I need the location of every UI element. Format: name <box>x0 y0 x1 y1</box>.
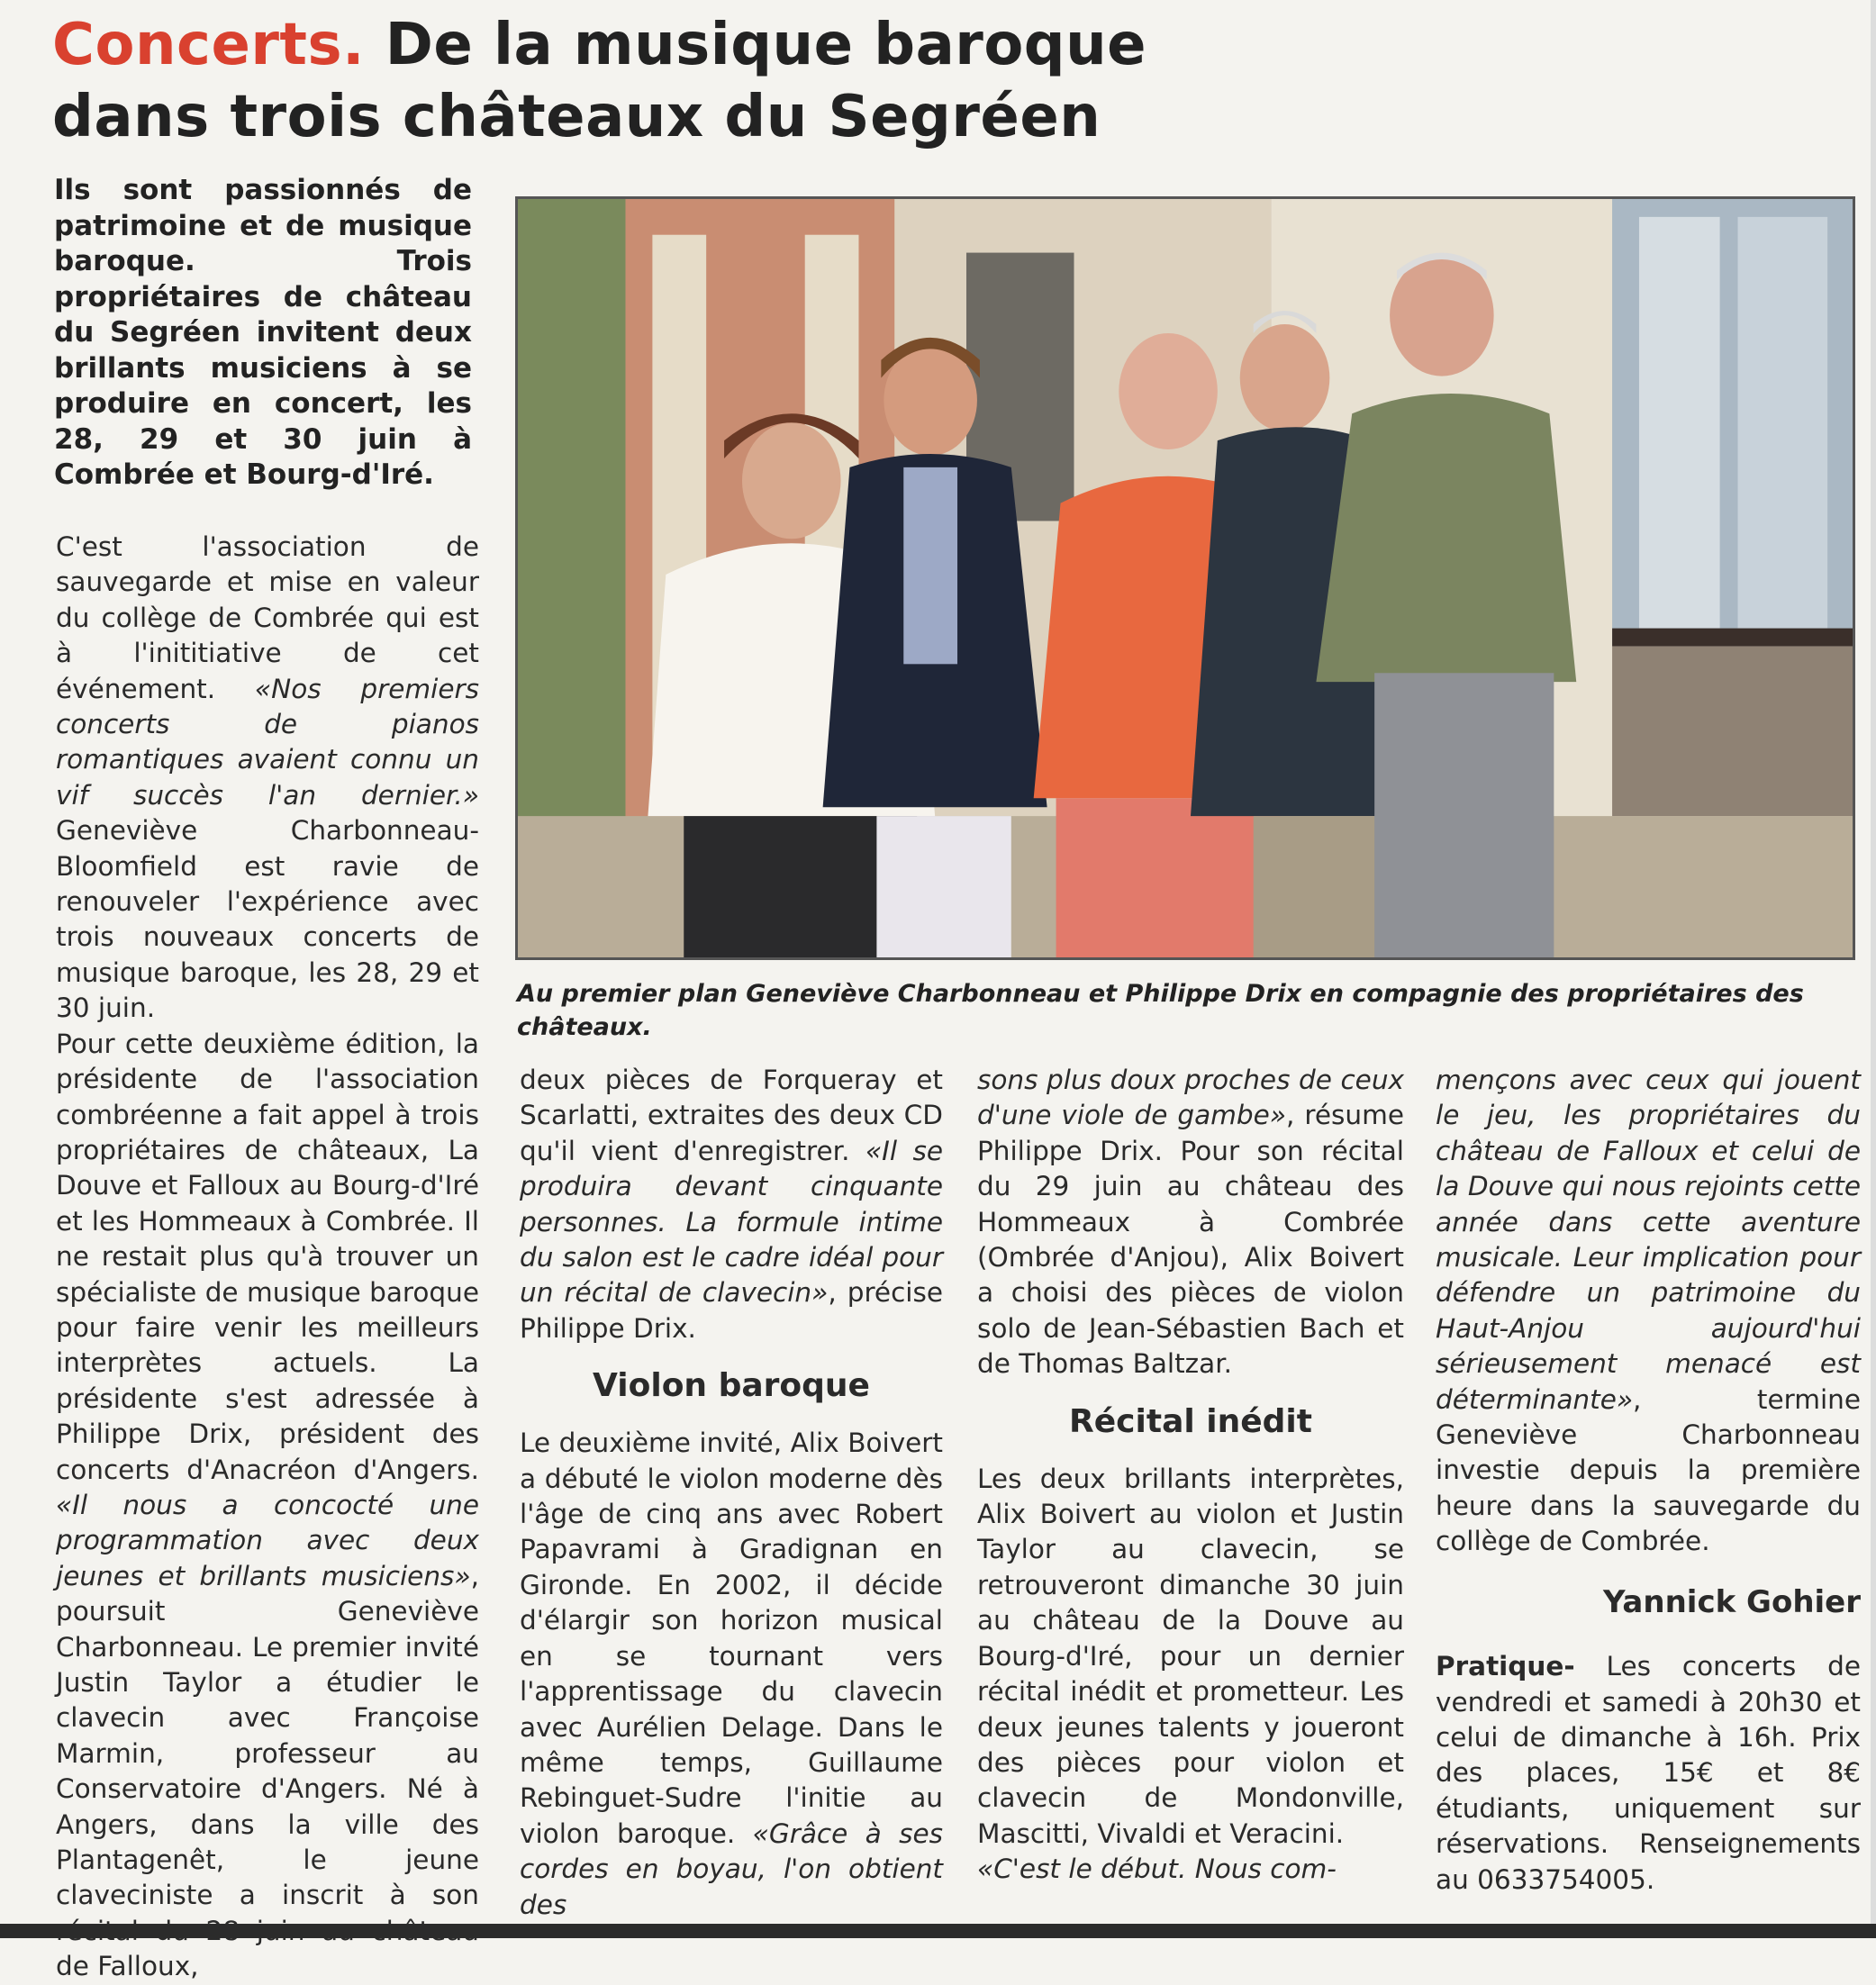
subheading-recital-inedit: Récital inédit <box>1069 1402 1312 1440</box>
group-photo-illustration <box>518 199 1853 957</box>
headline-title-line2: dans trois châteaux du Segréen <box>52 84 1101 150</box>
text-run: Pour cette deuxième édition, la présidente de l'association combréenne a fait appel à trois propriétaires de châteaux, La Douve et Falloux au Bourg-d'Iré et les Hommeaux à Combrée. Il ne restait plus qu'à trouver un spécialiste de musique baroque pour faire venir les meilleurs interprètes actuels. La présidente s'est adressée à Philippe Drix, président des concerts d'Anacréon d'Angers. <box>56 1028 479 1485</box>
article-photo <box>515 196 1855 960</box>
subheading-violon-baroque: Violon baroque <box>593 1367 870 1405</box>
photo-caption: Au premier plan Geneviève Charbonneau et Philippe Drix en compagnie des propriétaires des châteaux. <box>517 980 1804 1041</box>
article-column-1 <box>56 530 479 1985</box>
paragraph <box>520 1063 943 1346</box>
paragraph <box>1436 1063 1861 1560</box>
text-run: Geneviève Charbonneau-Bloomfield est ravie de renouveler l'expérience avec trois nouveaux concerts de musique baroque, les 28, 29 et 30 juin. <box>56 815 479 1024</box>
quote: «Il nous a concocté une programmation avec deux jeunes et brillants musiciens» <box>56 1489 479 1591</box>
article-column-2 <box>520 1063 943 1923</box>
article-column-3 <box>977 1063 1404 1888</box>
article-column-4 <box>1436 1063 1861 1898</box>
quote: «Il se produira devant cinquante personnes. La formule intime du salon est le cadre idéal pour un récital de clavecin» <box>520 1135 944 1309</box>
practical-label: Pratique- <box>1436 1651 1575 1682</box>
text-run: , résume Philippe Drix. Pour son récital du 29 juin au château des Hommeaux à Combrée (Ombrée d'Anjou), Alix Boivert a choisi des pièces de violon solo de Jean-Sébastien Bach et de Thomas Baltzar. <box>977 1100 1404 1380</box>
article-lead: Ils sont passionnés de patrimoine et de musique baroque. Trois propriétaires de château du Segréen invitent deux brillants musiciens à se produire en concert, les 28, 29 et 30 juin à Combrée et Bourg-d'Iré. <box>54 174 472 491</box>
text-run: , poursuit Geneviève Charbonneau. Le premier invité Justin Taylor a étudier le clavecin avec Françoise Marmin, professeur au Conservatoire d'Angers. Né à Angers, dans la ville des Plantagenêt, le jeune claveciniste a inscrit à son de Falloux, <box>56 1560 479 1982</box>
bottom-border <box>0 1924 1876 1938</box>
headline-kicker: Concerts. <box>52 12 365 78</box>
author-byline: Yannick Gohier <box>1602 1583 1861 1620</box>
paragraph <box>520 1426 943 1923</box>
quote: mençons avec ceux qui jouent le jeu, les propriétaires du château de Falloux et celui de la Douve qui nous rejoints cette année dans cette aventure musicale. Leur implication pour défendre un patrimoine du Haut-Anjou aujourd'hui sérieusement menacé est déterminante» <box>1436 1065 1861 1415</box>
headline <box>52 9 1763 153</box>
text-run: deux pièces de Forqueray et Scarlatti, extraites des deux CD qu'il vient d'enregistrer. <box>520 1065 943 1166</box>
text-run: C'est l'association de sauvegarde et mise en valeur du collège de Combrée qui est à l'inititiative de cet événement. <box>56 531 479 704</box>
quote: «Grâce à ses cordes en boyau, l'on obtient des <box>520 1817 943 1920</box>
quote: «Nos premiers concerts de pianos romantiques avaient connu un vif succès l'an dernier.» <box>56 673 479 811</box>
paragraph <box>977 1063 1404 1382</box>
quote: sons plus doux proches de ceux d'une viole de gambe» <box>977 1065 1404 1131</box>
paragraph <box>56 1027 479 1985</box>
headline-title-line1: De la musique baroque <box>364 12 1147 78</box>
paragraph: Les deux brillants interprètes, Alix Boivert au violon et Justin Taylor au clavecin, se retrouveront dimanche 30 juin au château de la Douve au Bourg-d'Iré, pour un dernier récital inédit et prometteur. Les deux jeunes talents y joueront des pièces pour violon et clavecin de Mondonville, Mascitti, Vivaldi et Veracini. <box>977 1463 1404 1849</box>
text-run: , précise Philippe Drix. <box>520 1277 944 1344</box>
text-run: , termine Geneviève Charbonneau investie depuis la première heure dans la sauvegarde du collège de Combrée. <box>1436 1383 1861 1557</box>
paragraph <box>56 530 479 1027</box>
practical-info <box>1436 1649 1861 1898</box>
page-edge <box>1871 0 1876 1938</box>
text-run: Le deuxième invité, Alix Boivert a débuté le violon moderne dès l'âge de cinq ans avec Robert Papavrami à Gradignan en Gironde. En 2002, il décide d'élargir son horizon musical en se tournant vers l'apprentissage du clavecin avec Aurélien Delage. Dans le même temps, Guillaume Rebinguet-Sudre l'initie au violon baroque. <box>520 1428 943 1849</box>
practical-text: Les concerts de vendredi et samedi à 20h30 et celui de dimanche à 16h. Prix des places, 15€ et 8€ étudiants, uniquement sur réservations. Renseignements au 0633754005. <box>1436 1651 1861 1895</box>
quote: «C'est le début. Nous com- <box>977 1854 1337 1885</box>
